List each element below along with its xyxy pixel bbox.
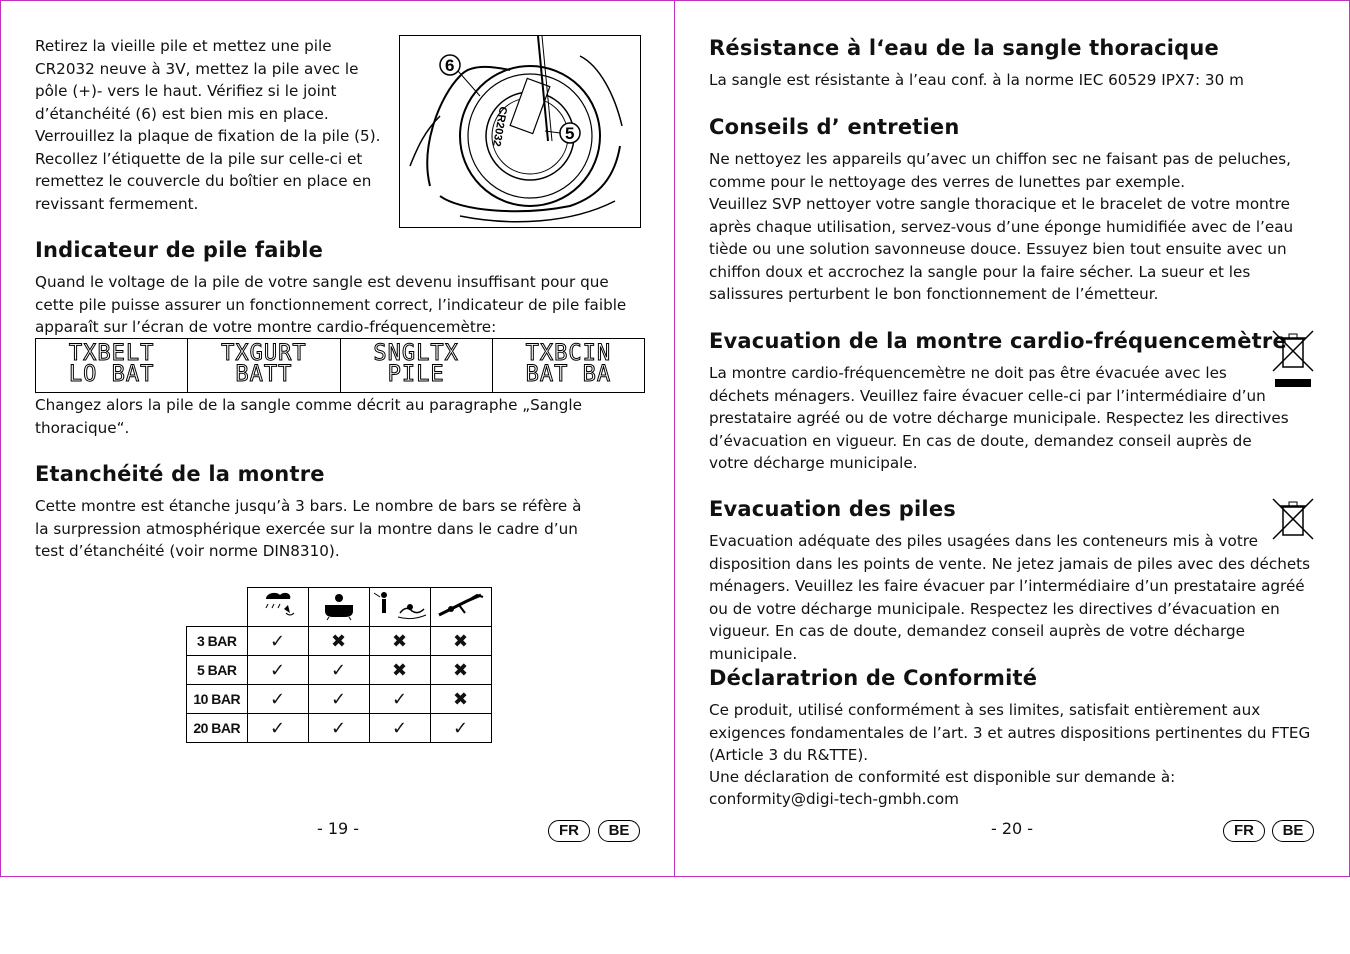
disposal-watch-text: La montre cardio-fréquencemètre ne doit pas être évacuée avec les déchets ménagers. Veuillez faire évacuer celle-ci par l’intermédiaire d’un prestataire agréé ou de votre décharge municipale. Respectez les directives d’évacuation en vigueur. En cas de doute, demandez conseil auprès de votre décharge municipale. [709, 364, 1289, 472]
conformity-heading: Déclaratrion de Conformité [709, 666, 1038, 690]
conformity-email: conformity@digi-tech-gmbh.com [709, 790, 959, 808]
page-19 [0, 0, 675, 877]
conformity-text-1: Ce produit, utilisé conformément à ses limites, satisfait entièrement aux exigences fondamentales de l’art. 3 et autres dispositions pertinentes du FTEG (Article 3 du R&TTE). [709, 701, 1311, 764]
table-row: 20 BAR ✓ ✓ ✓ ✓ [187, 714, 492, 743]
low-battery-after-text: Changez alors la pile de la sangle comme décrit au paragraphe „Sangle thoracique“. [35, 396, 582, 437]
disposal-batteries-heading: Evacuation des piles [709, 497, 956, 521]
callout-6: 6 [445, 56, 455, 75]
language-badge-be: BE [1272, 820, 1314, 842]
rain-splash-icon [247, 588, 308, 627]
strap-water-text: La sangle est résistante à l’eau conf. à la norme IEC 60529 IPX7: 30 m [709, 71, 1244, 89]
bath-icon [308, 588, 369, 627]
dive-icon [430, 588, 491, 627]
strap-battery-illustration [400, 36, 640, 227]
strap-water-heading: Résistance à l‘eau de la sangle thoracique [709, 36, 1219, 60]
callout-5: 5 [565, 124, 575, 143]
lcd-cell: TXGURT BATT [188, 339, 340, 392]
page-20 [674, 0, 1350, 877]
conformity-text-2: Une déclaration de conformité est disponible sur demande à: [709, 768, 1176, 786]
table-row: 3 BAR ✓ ✖ ✖ ✖ [187, 627, 492, 656]
cr2032-label: CR2032 [490, 105, 509, 148]
lcd-cell: TXBCIN BAT BA [525, 341, 612, 387]
waterproof-heading: Etanchéité de la montre [35, 462, 325, 486]
care-text-2: Veuillez SVP nettoyer votre sangle thoracique et le bracelet de votre montre après chaque utilisation, servez-vous d’une éponge humidifiée avec de l’eau tiède ou une solution savonneuse douce. Essuyez bien tout ensuite avec un chiffon doux et accrochez la sangle pour la faire sécher. La sueur et les salissures perturbent le bon fonctionnement de l’émetteur. [709, 195, 1294, 303]
language-badge-be: BE [598, 820, 640, 842]
low-battery-heading: Indicateur de pile faible [35, 238, 324, 262]
language-badge-fr: FR [548, 820, 590, 842]
water-resistance-table [186, 587, 492, 743]
disposal-watch-heading: Evacuation de la montre cardio-fréquencemètre [709, 329, 1287, 353]
battery-figure [399, 35, 641, 228]
waterproof-text: Cette montre est étanche jusqu’à 3 bars. Le nombre de bars se réfère à la surpression atmosphérique exercée sur la montre dans le cadre d’un test d’étanchéité (voir norme DIN8310). [35, 497, 582, 560]
low-battery-text: Quand le voltage de la pile de votre sangle est devenu insuffisant pour que cette pile puisse assurer un fonctionnement correct, l’indicateur de pile faible apparaît sur l’écran de votre montre cardio-fréquencemètre: [35, 273, 627, 336]
lcd-cell: TXBELT LO BAT [36, 339, 188, 392]
battery-replacement-text: Retirez la vieille pile et mettez une pile CR2032 neuve à 3V, mettez la pile avec le pôle (+)- vers le haut. Vérifiez si le joint d’étanchéité (6) est bien mis en place. Verrouillez la plaque de fixation de la pile (5). Recollez l’étiquette de la pile sur celle-ci et remettez le couvercle du boîtier en place en revissant fermement. [35, 37, 381, 213]
care-text-1: Ne nettoyez les appareils qu’avec un chiffon sec ne faisant pas de peluches, comme pour le nettoyage des verres de lunettes par exemple. [709, 150, 1291, 191]
language-badge-fr: FR [1223, 820, 1265, 842]
table-row: 10 BAR ✓ ✓ ✓ ✖ [187, 685, 492, 714]
lcd-cell: SNGLTX PILE [341, 339, 493, 392]
table-row: 5 BAR ✓ ✓ ✖ ✖ [187, 656, 492, 685]
page-number: - 20 - [991, 819, 1034, 838]
care-heading: Conseils d’ entretien [709, 115, 960, 139]
shower-swim-icon [369, 588, 430, 627]
disposal-batteries-text: Evacuation adéquate des piles usagées dans les conteneurs mis à votre disposition dans les points de vente. Ne jetez jamais de piles avec des déchets ménagers. Veuillez les faire évacuer par l’intermédiaire d’un prestataire agréé ou de votre décharge municipale. Respectez les directives d’évacuation en vigueur. En cas de doute, demandez conseil auprès de votre décharge municipale. [709, 532, 1311, 663]
lcd-display-examples [35, 338, 645, 393]
page-number: - 19 - [317, 819, 360, 838]
